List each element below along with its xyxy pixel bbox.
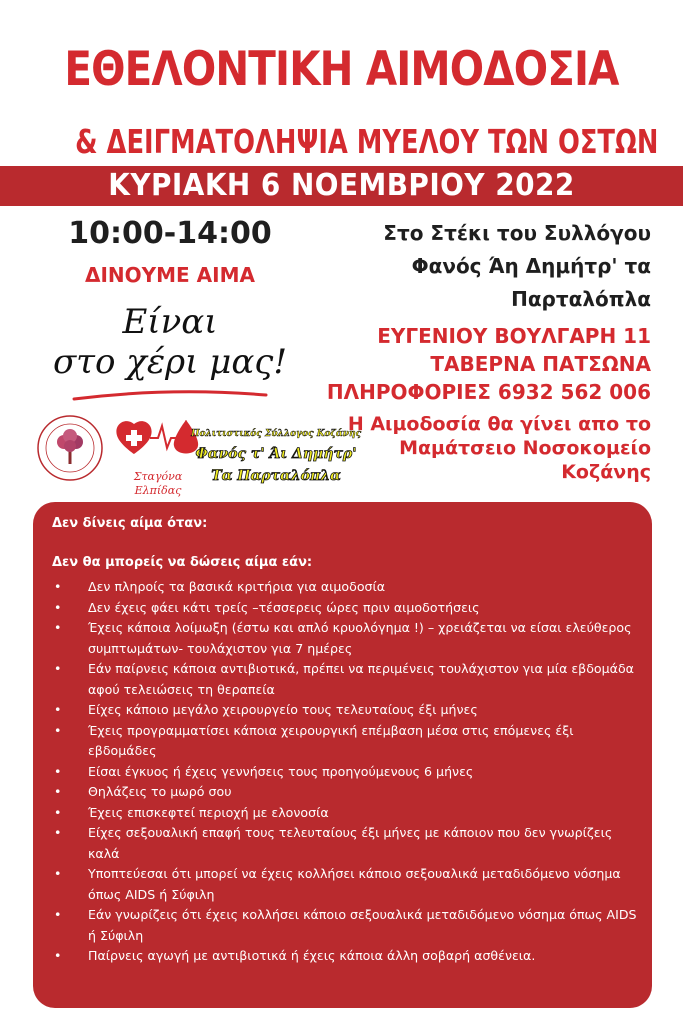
condition-text: Θηλάζεις το μωρό σου [88, 784, 232, 799]
bullet-marker: • [54, 579, 62, 594]
condition-text: Εάν παίρνεις κάποια αντιβιοτικά, πρέπει να περιμένεις τουλάχιστον για μία εβδομάδα αφού τελειώσεις τη θεραπεία [88, 661, 634, 697]
condition-item [52, 905, 637, 946]
drop-of-hope-label: Σταγόνα Ελπίδας [133, 470, 183, 497]
condition-text: Έχεις επισκεφτεί περιοχή με ελονοσία [88, 804, 329, 820]
conditions-list [52, 577, 637, 967]
hospital-line-2: Μαμάτσειο Νοσοκομείο [399, 437, 651, 459]
venue-line-1: Στο Στέκι του Συλλόγου [383, 221, 651, 245]
condition-item [52, 598, 637, 619]
address-line-1: ΕΥΓΕΝΙΟΥ ΒΟΥΛΓΑΡΗ 11 [377, 324, 651, 348]
condition-text: Είχες σεξουαλική επαφή τους τελευταίους έξι μήνες με κάποιον που δεν γνωρίζεις καλά [88, 825, 613, 861]
bullet-marker: • [54, 804, 62, 820]
condition-text: Δεν έχεις φάει κάτι τρείς –τέσσερεις ώρες πριν αιμοδοτήσεις [88, 599, 480, 615]
bullet-marker: • [54, 763, 62, 779]
condition-text: Παίρνεις αγωγή με αντιβιοτικά ή έχεις κάποια άλλη σοβαρή ασθένεια. [88, 948, 536, 963]
condition-item [52, 946, 637, 967]
bullet-marker: • [54, 722, 62, 738]
blood-donor-association-logo [36, 414, 104, 482]
condition-item [52, 618, 637, 659]
condition-text: Είχες κάποιο μεγάλο χειρουργείο τους τελευταίους έξι μήνες [88, 702, 478, 717]
condition-item [52, 577, 637, 598]
venue-line-2: Φανός Άη Δημήτρ' τα [411, 254, 651, 278]
slogan-underline-swoosh [70, 385, 270, 405]
condition-text: Έχεις προγραμματίσει κάποια χειρουργική επέμβαση μέσα στις επόμενες έξι εβδομάδες [88, 722, 574, 758]
address-line-2: ΤΑΒΕΡΝΑ ΠΑΤΣΩΝΑ [430, 352, 651, 376]
condition-item [52, 762, 637, 783]
bullet-marker: • [54, 661, 62, 676]
club-logo-text-1: Πολιτιστικός Σύλλογος Κοζάνης [190, 429, 362, 439]
event-time: 10:00-14:00 [68, 216, 272, 251]
hospital-line-3: Κοζάνης [561, 461, 651, 483]
condition-item [52, 700, 637, 721]
panel-heading-not-donate: Δεν δίνεις αίμα όταν: [52, 516, 208, 531]
bullet-marker: • [54, 784, 62, 799]
bullet-marker: • [54, 825, 62, 840]
hospital-line-1: Η Αιμοδοσία θα γίνει απο το [347, 413, 651, 435]
condition-text: Εάν γνωρίζεις ότι έχεις κολλήσει κάποιο σεξουαλικά μεταδιδόμενο νόσημα όπως AIDS ή Σύφιλη [88, 907, 637, 943]
condition-item [52, 721, 637, 762]
club-logo-text-3: Τα Παρταλόπλα [211, 468, 341, 484]
condition-item [52, 782, 637, 803]
condition-text: Έχεις κάποια λοίμωξη (έστω και απλό κρυολόγημα !) – χρειάζεται να είσαι ελεύθερος συμπτωμάτων- τουλάχιστον για 7 ημέρες [88, 620, 632, 656]
condition-text: Υποπτεύεσαι ότι μπορεί να έχεις κολλήσει κάποιο σεξουαλικά μεταδιδόμενο νόσημα όπως AIDS ή Σύφιλη [88, 866, 621, 902]
condition-item [52, 803, 637, 824]
condition-text: Είσαι έγκυος ή έχεις γεννήσεις τους προηγούμενους 6 μήνες [88, 763, 474, 779]
bullet-marker: • [54, 907, 62, 922]
bullet-marker: • [54, 599, 62, 615]
bullet-marker: • [54, 866, 62, 881]
condition-item [52, 659, 637, 700]
poster-subtitle: & ΔΕΙΓΜΑΤΟΛΗΨΙΑ ΜΥΕΛΟΥ ΤΩΝ ΟΣΤΩΝ [75, 122, 659, 161]
condition-item [52, 864, 637, 905]
bullet-marker: • [54, 948, 62, 963]
slogan-line-2: στο χέρι μας! [52, 342, 288, 382]
club-logo-text-2: Φανός τ' Άι Δημήτρ' [195, 446, 357, 462]
slogan-line-1: Είναι [122, 302, 218, 342]
condition-item [52, 823, 637, 864]
poster-title: ΕΘΕΛΟΝΤΙΚΗ ΑΙΜΟΔΟΣΙΑ [64, 42, 619, 97]
bullet-marker: • [54, 702, 62, 717]
info-phone: ΠΛΗΡΟΦΟΡΙΕΣ 6932 562 006 [326, 380, 651, 404]
event-date: ΚΥΡΙΑΚΗ 6 ΝΟΕΜΒΡΙΟΥ 2022 [108, 168, 575, 203]
bullet-marker: • [54, 620, 62, 635]
give-blood-label: ΔΙΝΟΥΜΕ ΑΙΜΑ [85, 263, 255, 287]
cultural-club-logo [190, 418, 362, 492]
panel-heading-cannot-donate: Δεν θα μπορείς να δώσεις αίμα εάν: [52, 555, 313, 570]
condition-text: Δεν πληροίς τα βασικά κριτήρια για αιμοδοσία [88, 579, 386, 594]
venue-line-3: Παρταλόπλα [511, 287, 651, 311]
